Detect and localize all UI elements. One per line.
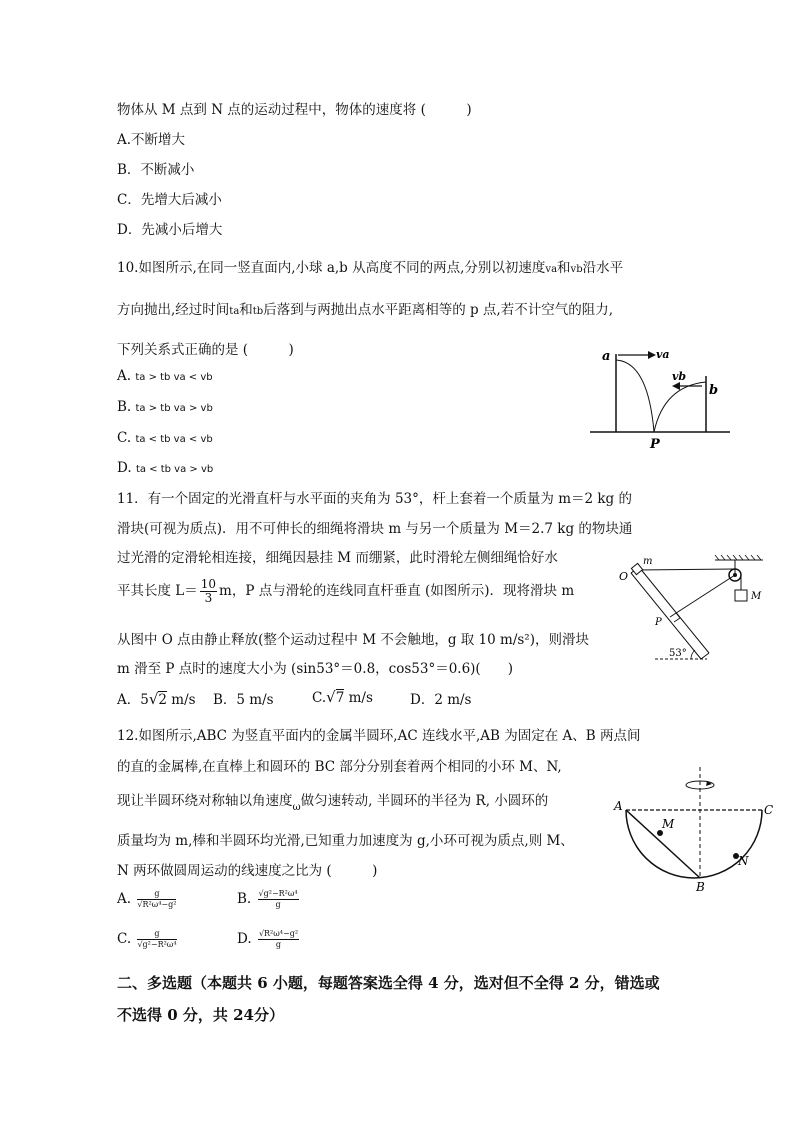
q10-fig-label-p: P xyxy=(650,437,660,452)
q12-option-c: C. $\frac{g}{\text{√g²−R²ω⁴}}$ xyxy=(117,929,177,949)
q11-option-d: D．2 m/s xyxy=(410,692,472,708)
section2-heading-line2: 不选得 0 分，共 24分） xyxy=(117,1006,284,1024)
q10-line1: 10.如图所示,在同一竖直面内,小球 a,b 从高度不同的两点,分别以初速度va和vb沿水平 xyxy=(117,260,624,276)
q10-fig-label-a: a xyxy=(602,349,611,364)
q11-line5: 从图中 O 点由静止释放(整个运动过程中 M 不会触地，g 取 10 m/s²)，则滑块 xyxy=(117,632,589,648)
q11-line3: 过光滑的定滑轮相连接，细绳因悬挂 M 而绷紧，此时滑轮左侧细绳恰好水 xyxy=(117,550,558,566)
q11-fig-label-mass-m: M xyxy=(751,591,762,602)
section2-heading-line1: 二、多选题（本题共 6 小题，每题答案选全得 4 分，选对但不全得 2 分，错选或 xyxy=(117,974,660,992)
q10-fig-label-b: b xyxy=(709,383,719,398)
q12-option-a: A. $\frac{g}{\text{√R²ω⁴−g²}}$ xyxy=(117,889,177,909)
q12-line4: 质量均为 m,棒和半圆环均光滑,已知重力加速度为 g,小环可视为质点,则 M、 xyxy=(117,833,574,849)
q11-fig-label-angle: 53° xyxy=(669,648,687,659)
q11-fig-label-o: O xyxy=(619,570,629,583)
q12-option-b: B. $\frac{\text{√g²−R²ω⁴}}{g}$ xyxy=(237,889,298,909)
q12-line1: 12.如图所示,ABC 为竖直平面内的金属半圆环,AC 连线水平,AB 为固定在 A、B 两点间 xyxy=(117,728,641,744)
q10-option-a: A. ta > tb va < vb xyxy=(117,368,213,384)
q11-option-c: C.√7 m/s xyxy=(312,688,373,706)
q12-fig-label-b: B xyxy=(696,880,705,894)
q12-option-d: D. $\frac{\text{√R²ω⁴−g²}}{g}$ xyxy=(237,929,299,949)
q10-fig-label-va: va xyxy=(656,348,670,361)
q11-line4: 平其长度 L＝ $\frac{10}{3}$ m，P 点与滑轮的连线同直杆垂直 (如图所示)．现将滑块 m xyxy=(117,577,575,605)
q10-line3: 下列关系式正确的是 ( ) xyxy=(117,342,294,358)
q9-option-d: D．先减小后增大 xyxy=(117,222,223,238)
q12-fig-label-m: M xyxy=(662,817,675,831)
q9-option-b: B．不断减小 xyxy=(117,162,195,178)
q11-line1: 11．有一个固定的光滑直杆与水平面的夹角为 53°，杆上套着一个质量为 m＝2 kg 的 xyxy=(117,491,632,507)
q12-fig-label-c: C xyxy=(764,803,774,817)
q10-line2: 方向抛出,经过时间ta和tb后落到与两抛出点水平距离相等的 p 点,若不计空气的阻力, xyxy=(117,302,614,318)
q11-figure xyxy=(615,555,775,665)
q11-fraction: $\frac{10}{3}$ xyxy=(200,577,217,605)
q9-stem: 物体从 M 点到 N 点的运动过程中，物体的速度将 ( ) xyxy=(117,102,472,118)
q10-option-b: B. ta > tb va > vb xyxy=(117,399,213,415)
q9-option-a: A.不断增大 xyxy=(117,132,186,148)
q11-fig-label-m: m xyxy=(643,556,653,567)
q11-option-a: A．5√2 m/s xyxy=(117,690,196,708)
q11-fig-label-p: P xyxy=(655,617,662,628)
q12-line2: 的直的金属棒,在直棒上和圆环的 BC 部分分别套着两个相同的小环 M、N, xyxy=(117,759,562,775)
q12-fig-label-n: N xyxy=(738,854,749,868)
q10-figure xyxy=(590,340,730,455)
q11-line6: m 滑至 P 点时的速度大小为 (sin53°＝0.8，cos53°＝0.6)( ) xyxy=(117,661,513,677)
q11-option-b: B．5 m/s xyxy=(213,692,274,708)
q10-option-d: D. ta < tb va > vb xyxy=(117,460,214,476)
q12-figure xyxy=(612,765,782,895)
q12-line3: 现让半圆环绕对称轴以角速度$_\omega$做匀速转动, 半圆环的半径为 R, 小圆环的 xyxy=(117,793,549,813)
q10-fig-label-vb: vb xyxy=(672,370,687,383)
q12-fig-label-a: A xyxy=(614,799,623,813)
q10-option-c: C. ta < tb va < vb xyxy=(117,430,213,446)
q9-option-c: C．先增大后减小 xyxy=(117,192,222,208)
q12-line5: N 两环做圆周运动的线速度之比为 ( ) xyxy=(117,863,378,879)
q11-line2: 滑块(可视为质点)．用不可伸长的细绳将滑块 m 与另一个质量为 M＝2.7 kg 的物块通 xyxy=(117,521,633,537)
